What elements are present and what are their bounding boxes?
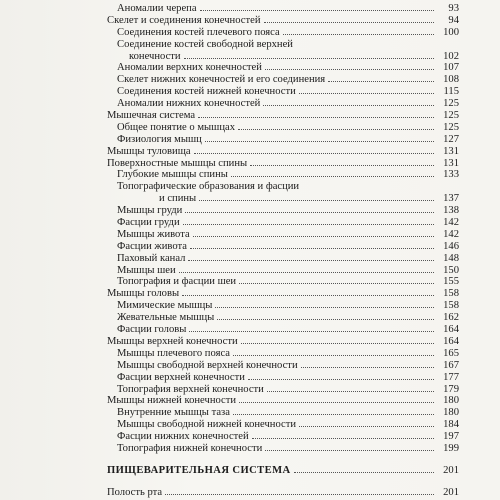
toc-entry-title: Топография и фасции шеи	[117, 276, 237, 288]
toc-spacer	[107, 455, 459, 465]
toc-dot-leader	[263, 105, 434, 106]
toc-dot-leader	[183, 224, 434, 225]
toc-dot-leader	[233, 414, 434, 415]
toc-entry-title: Топографические образования и фасции	[117, 181, 300, 193]
toc-dot-leader	[264, 22, 435, 23]
toc-entry-title: Соединения костей нижней конечности	[117, 86, 296, 98]
toc-dot-leader	[250, 165, 434, 166]
toc-entry	[107, 407, 459, 419]
toc-entry	[107, 158, 459, 170]
toc-entry	[107, 3, 459, 15]
toc-entry	[107, 205, 459, 217]
toc-dot-leader	[265, 450, 434, 451]
toc-page-number: 142	[443, 228, 459, 240]
toc-dot-leader	[190, 248, 434, 249]
toc-entry	[107, 253, 459, 265]
toc-entry-title: Мышцы свободной нижней конечности	[117, 419, 297, 431]
toc-entry	[107, 86, 459, 98]
toc-dot-leader	[294, 472, 434, 473]
toc-dot-leader	[301, 367, 434, 368]
toc-entry-title: Поверхностные мышцы спины	[107, 157, 248, 169]
toc-entry-title: Внутренние мышцы таза	[117, 407, 230, 419]
toc-dot-leader	[299, 426, 434, 427]
toc-page-number: 180	[443, 407, 459, 419]
toc-dot-leader	[233, 355, 434, 356]
toc-dot-leader	[205, 141, 434, 142]
toc-page-number: 197	[443, 431, 459, 443]
toc-entry-title: Мышцы туловища	[107, 145, 191, 157]
toc-entry	[107, 312, 459, 324]
toc-entry-title: Соединения костей плечевого пояса	[117, 26, 280, 38]
toc-entry	[107, 193, 459, 205]
toc-entry	[107, 384, 459, 396]
toc-entry	[107, 122, 459, 134]
toc-entry-title: Мышцы живота	[117, 228, 190, 240]
toc-page-number: 133	[443, 169, 459, 181]
toc-page-number: 107	[443, 62, 459, 74]
toc-dot-leader	[182, 295, 434, 296]
toc-dot-leader	[199, 200, 434, 201]
toc-page-number: 164	[443, 335, 459, 347]
toc-entry-title: Общее понятие о мышцах	[117, 121, 236, 133]
toc-entry-title: конечности	[129, 50, 181, 62]
toc-page-number: 93	[448, 3, 459, 14]
toc-entry	[107, 217, 459, 229]
toc-entry	[107, 431, 459, 443]
toc-spacer	[107, 477, 459, 487]
toc-entry-title: и спины	[159, 193, 197, 205]
toc-dot-leader	[239, 402, 434, 403]
toc-dot-leader	[188, 260, 434, 261]
toc-entry-title: Мышцы плечевого пояса	[117, 347, 230, 359]
toc-entry	[107, 27, 459, 39]
toc-dot-leader	[239, 283, 434, 284]
toc-entry-title: Глубокие мышцы спины	[117, 169, 228, 181]
toc-entry-title: Скелет нижних конечностей и его соединения	[117, 74, 326, 86]
toc-entry-title: Жевательные мышцы	[117, 312, 215, 324]
toc-page-number: 162	[443, 312, 459, 324]
toc-page-number: 115	[443, 86, 459, 98]
toc-entry-title: Скелет и соединения конечностей	[107, 14, 261, 26]
toc-page-number: 201	[443, 464, 459, 476]
toc-entry	[107, 324, 459, 336]
toc-page-number: 150	[443, 264, 459, 276]
toc-page-number: 158	[443, 300, 459, 312]
toc-entry	[107, 265, 459, 277]
toc-entry	[107, 465, 459, 477]
toc-entry-title: Фасции груди	[117, 217, 180, 229]
toc-entry-title: Аномалии верхних конечностей	[117, 62, 262, 74]
toc-dot-leader	[231, 176, 434, 177]
toc-entry-title: Паховый канал	[117, 252, 186, 264]
toc-entry	[107, 395, 459, 407]
toc-entry-title: Топография верхней конечности	[117, 383, 264, 395]
toc-page-number: 148	[443, 252, 459, 264]
toc-entry	[107, 169, 459, 181]
toc-dot-leader	[238, 129, 434, 130]
toc-page-number: 199	[443, 442, 459, 454]
toc-entry-title: Мышцы нижней конечности	[107, 395, 237, 407]
toc-entry-title: Фасции живота	[117, 240, 187, 252]
toc-page-number: 131	[443, 145, 459, 157]
toc-entry	[107, 288, 459, 300]
toc-entry	[107, 181, 459, 193]
toc-page-number: 131	[443, 157, 459, 169]
toc-entry	[107, 443, 459, 455]
toc-page-number: 184	[443, 419, 459, 431]
toc-dot-leader	[165, 494, 434, 495]
toc-entry	[107, 360, 459, 372]
toc-page-number: 146	[443, 240, 459, 252]
toc-page-number: 177	[443, 371, 459, 383]
toc-dot-leader	[283, 34, 434, 35]
toc-entry	[107, 241, 459, 253]
toc-dot-leader	[265, 69, 434, 70]
toc-page-number: 138	[443, 205, 459, 217]
table-of-contents	[107, 3, 459, 499]
toc-entry-title: Фасции нижних конечностей	[117, 431, 249, 443]
toc-entry	[107, 74, 459, 86]
toc-entry-title: Аномалии нижних конечностей	[117, 98, 261, 110]
toc-page-number: 142	[443, 217, 459, 229]
toc-entry	[107, 419, 459, 431]
toc-dot-leader	[241, 343, 434, 344]
toc-entry-title: Физиология мышц	[117, 133, 202, 145]
toc-entry	[107, 110, 459, 122]
toc-page-number: 165	[443, 347, 459, 359]
toc-page-number: 100	[443, 26, 459, 38]
toc-entry-title: Мышцы верхней конечности	[107, 335, 238, 347]
toc-page-number: 158	[443, 288, 459, 300]
toc-dot-leader	[198, 117, 434, 118]
toc-entry	[107, 300, 459, 312]
toc-dot-leader	[185, 212, 434, 213]
toc-entry	[107, 134, 459, 146]
toc-dot-leader	[248, 379, 434, 380]
toc-entry-title: Мимические мышцы	[117, 300, 213, 312]
toc-page-number: 125	[443, 110, 459, 122]
toc-entry-title: Топография нижней конечности	[117, 442, 263, 454]
toc-entry-title: Соединение костей свободной верхней	[117, 38, 293, 50]
toc-dot-leader	[184, 58, 434, 59]
toc-page-number: 137	[443, 193, 459, 205]
toc-dot-leader	[194, 153, 434, 154]
toc-page-number: 125	[443, 121, 459, 133]
toc-entry	[107, 372, 459, 384]
toc-entry	[107, 336, 459, 348]
toc-page-number: 201	[443, 486, 459, 498]
toc-page-number: 94	[448, 14, 459, 26]
toc-entry	[107, 51, 459, 63]
toc-entry-title: Мышцы головы	[107, 288, 180, 300]
toc-page-number: 102	[443, 50, 459, 62]
toc-entry	[107, 39, 459, 51]
toc-entry-title: Мышцы груди	[117, 205, 183, 217]
toc-entry-title: Мышцы шеи	[117, 264, 176, 276]
toc-dot-leader	[217, 319, 434, 320]
toc-entry-title: Мышечная система	[107, 110, 196, 122]
toc-dot-leader	[267, 391, 434, 392]
toc-entry	[107, 15, 459, 27]
toc-entry-title: Фасции головы	[117, 324, 187, 336]
toc-dot-leader	[200, 10, 434, 11]
toc-entry	[107, 98, 459, 110]
toc-entry-title: Мышцы свободной верхней конечности	[117, 359, 298, 371]
toc-dot-leader	[299, 93, 434, 94]
toc-entry	[107, 348, 459, 360]
toc-page-number: 125	[443, 98, 459, 110]
toc-dot-leader	[328, 81, 434, 82]
toc-dot-leader	[189, 331, 434, 332]
toc-page-number: 179	[443, 383, 459, 395]
toc-entry-title: Полость рта	[107, 486, 163, 498]
toc-entry	[107, 146, 459, 158]
toc-dot-leader	[193, 236, 434, 237]
toc-entry	[107, 487, 459, 499]
toc-page-number: 164	[443, 324, 459, 336]
toc-page-number: 127	[443, 133, 459, 145]
toc-dot-leader	[215, 307, 434, 308]
toc-page-number: 108	[443, 74, 459, 86]
toc-entry-title: Фасции верхней конечности	[117, 371, 245, 383]
toc-entry-title: Аномалии черепа	[117, 3, 197, 14]
toc-page-number: 180	[443, 395, 459, 407]
toc-page-number: 167	[443, 359, 459, 371]
toc-entry	[107, 62, 459, 74]
toc-entry	[107, 276, 459, 288]
toc-page-number: 155	[443, 276, 459, 288]
toc-entry-title: ПИЩЕВАРИТЕЛЬНАЯ СИСТЕМА	[107, 464, 291, 476]
toc-dot-leader	[252, 438, 434, 439]
toc-entry	[107, 229, 459, 241]
toc-dot-leader	[179, 272, 434, 273]
